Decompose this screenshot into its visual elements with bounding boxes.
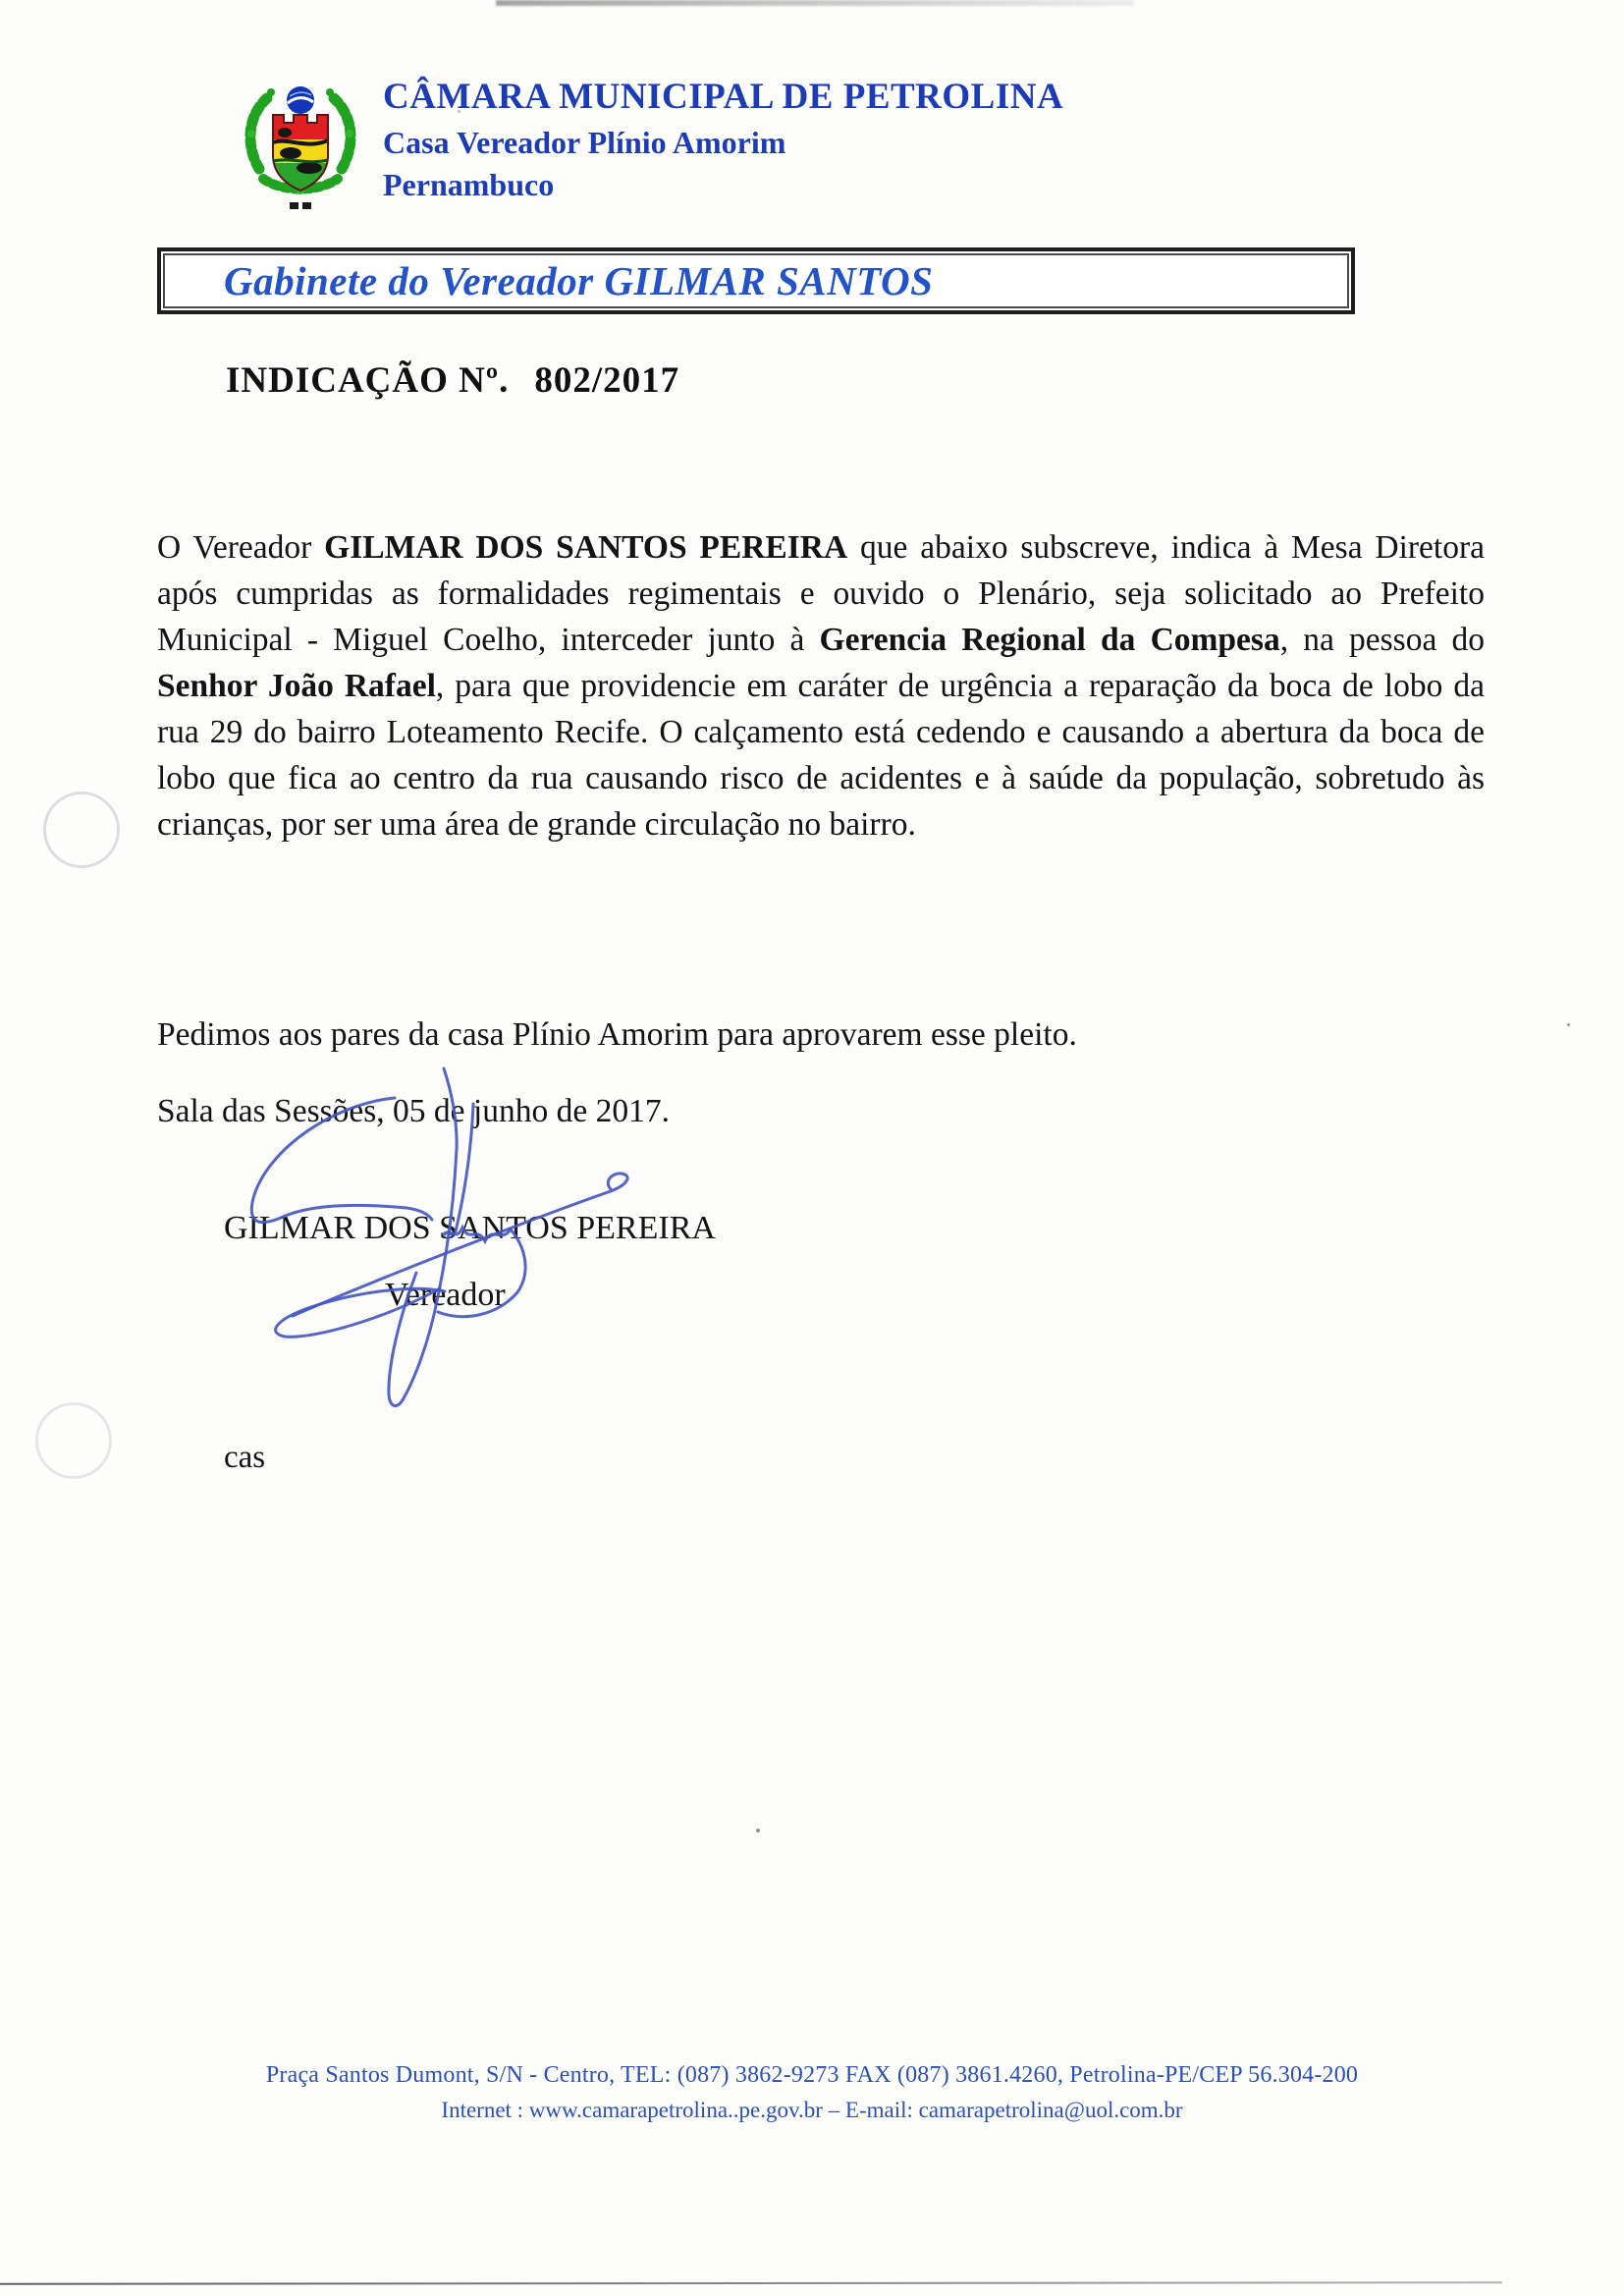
letterhead-text (383, 73, 1063, 203)
signer-name: GILMAR DOS SANTOS PEREIRA (224, 1210, 716, 1246)
petrolina-coat-of-arms-icon (236, 73, 365, 212)
signer-title: Vereador (385, 1277, 506, 1313)
scan-artifact-bottom-line (0, 2281, 1502, 2285)
document-number: 802/2017 (534, 360, 680, 401)
scan-speck (756, 1829, 760, 1832)
clerk-initials: cas (224, 1440, 266, 1475)
footer-contacts: Internet : www.camarapetrolina..pe.gov.br – E-mail: camarapetrolina@uol.com.br (441, 2098, 1183, 2122)
punch-hole-mark (43, 792, 120, 868)
org-name: CÂMARA MUNICIPAL DE PETROLINA (383, 77, 1064, 117)
office-banner-inner (163, 253, 1349, 308)
office-banner-box (157, 247, 1355, 314)
document-title (226, 359, 679, 402)
footer (0, 2062, 1624, 2123)
body-paragraph-2: Pedimos aos pares da casa Plínio Amorim para aprovarem esse pleito. (157, 1016, 1077, 1053)
punch-hole-mark (35, 1402, 112, 1479)
dateline: Sala das Sessões, 05 de junho de 2017. (157, 1093, 670, 1129)
scan-speck (1567, 1023, 1570, 1026)
body-paragraph-1: O Vereador GILMAR DOS SANTOS PEREIRA que abaixo subscreve, indica à Mesa Diretora após cumpridas as formalidades regimentais e ouvido o Plenário, seja solicitado ao Prefeito Municipal - Miguel Coelho, interceder junto à Gerencia Regional da Compesa, na pessoa do Senhor João Rafael, para que providencie em caráter de urgência a reparação da boca de lobo da rua 29 do bairro Loteamento Recife. O calçamento está cedendo e causando a abertura da boca de lobo que fica ao centro da rua causando risco de acidentes e à saúde da população, sobretudo às crianças, por ser uma área de grande circulação no bairro. (157, 529, 1485, 843)
office-banner-text: Gabinete do Vereador GILMAR SANTOS (224, 258, 934, 303)
org-state: Pernambuco (383, 167, 555, 203)
footer-address: Praça Santos Dumont, S/N - Centro, TEL: (087) 3862-9273 FAX (087) 3861.4260, Petrolina-PE/CEP 56.304-200 (265, 2062, 1359, 2088)
org-subtitle: Casa Vereador Plínio Amorim (383, 124, 786, 160)
scan-artifact-top (496, 0, 1134, 6)
letterhead (236, 73, 1063, 212)
document-title-label: INDICAÇÃO Nº. (226, 360, 510, 401)
